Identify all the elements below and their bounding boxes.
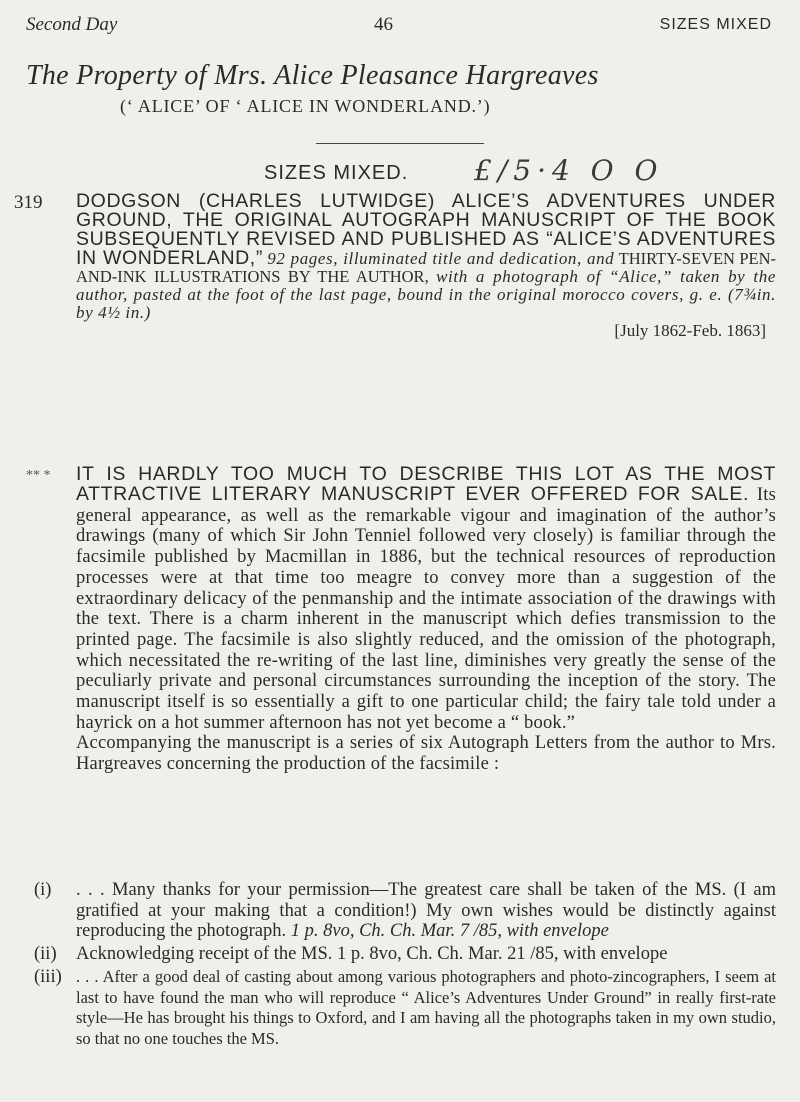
item-number: (iii)	[34, 966, 62, 987]
item-text: . . . After a good deal of casting about among various photographers and photo-zincographers, I seem at last to have found the man who will reproduce “ Alice’s Adventures Under Ground” in really first-rate style—He has brought his things to Oxford, and I am having all the photographs taken in my own studio, so that no one touches the MS.	[76, 966, 776, 1048]
lot-title-block	[76, 192, 776, 340]
lot-desc-part-1: 92 pages, illuminated title and dedication, and	[267, 249, 615, 268]
handwritten-price-annotation: £/5·4 O O	[474, 154, 664, 187]
lot-desc-illustrations: THIRTY-SEVEN PEN-AND-INK ILLUSTRATIONS BY THE AUTHOR,	[76, 249, 777, 286]
owner-line: The Property of Mrs. Alice Pleasance Hargreaves	[26, 60, 599, 91]
asterisk-marks: ** *	[26, 468, 51, 483]
description-lead: IT IS HARDLY TOO MUCH TO DESCRIBE THIS LOT AS THE MOST ATTRACTIVE LITERARY MANUSCRIPT EVER OFFERED FOR SALE.	[76, 463, 776, 505]
lot-desc-part-2: with a photograph of “Alice,” taken by the author, pasted at the foot of the last page, bound in the original morocco covers, g. e. (7¾in. by 4½ in.)	[76, 267, 777, 322]
header-day: Second Day	[26, 14, 118, 35]
lot-description	[76, 464, 776, 775]
item-meta: 1 p. 8vo, Ch. Ch. Mar. 7 /85, with envelope	[290, 921, 609, 942]
list-item	[34, 944, 776, 965]
lot-date: [July 1862-Feb. 1863]	[614, 321, 766, 340]
letters-list	[34, 880, 776, 1052]
section-heading: SIZES MIXED.	[264, 162, 409, 184]
lot-number: 319	[14, 192, 43, 213]
item-number: (i)	[34, 880, 52, 900]
list-item	[34, 967, 776, 1050]
item-text: Acknowledging receipt of the MS. 1 p. 8vo, Ch. Ch. Mar. 21 /85, with envelope	[76, 944, 668, 965]
owner-subline: (‘ ALICE’ OF ‘ ALICE IN WONDERLAND.’)	[120, 96, 491, 116]
page-number: 46	[374, 14, 393, 35]
accompanying-note: Accompanying the manuscript is a series of six Autograph Letters from the author to Mrs. Hargreaves concerning the production of the facsimile :	[76, 733, 776, 775]
description-body: Its general appearance, as well as the remarkable vigour and imagination of the author’s drawings (many of which Sir John Tenniel followed very closely) is familiar through the facsimile published by Macmillan in 1886, but the technical resources of reproduction processes were at that time too meagre to convey more than a suggestion of the extraordinary delicacy of the penmanship and the intimate association of the drawings with the text. There is a charm inherent in the manuscript which defies transmission to the printed page. The facsimile is also slightly reduced, and the omission of the photograph, which necessitated the re-writing of the last line, diminishes very greatly the sense of the peculiarly private and personal circumstances surrounding the inception of the story. The manuscript itself is so essentially a gift to one particular child; the fairy tale told under a hayrick on a hot summer afternoon has not yet become a “ book.”	[76, 485, 777, 733]
item-number: (ii)	[34, 944, 57, 965]
header-section: SIZES MIXED	[659, 16, 772, 33]
running-header	[26, 14, 772, 40]
divider-rule	[316, 143, 484, 144]
item-text: . . . Many thanks for your permission—The greatest care shall be taken of the MS. (I am gratified at your making that a condition!) My own wishes would be distinctly against reproducing the photograph.	[76, 880, 776, 942]
lot-title: DODGSON (CHARLES LUTWIDGE) ALICE’S ADVENTURES UNDER GROUND, THE ORIGINAL AUTOGRAPH MANUSCRIPT OF THE BOOK SUBSEQUENTLY REVISED AND PUBLISHED AS “ALICE’S ADVENTURES IN WONDERLAND,”	[76, 190, 776, 269]
list-item	[34, 880, 776, 942]
